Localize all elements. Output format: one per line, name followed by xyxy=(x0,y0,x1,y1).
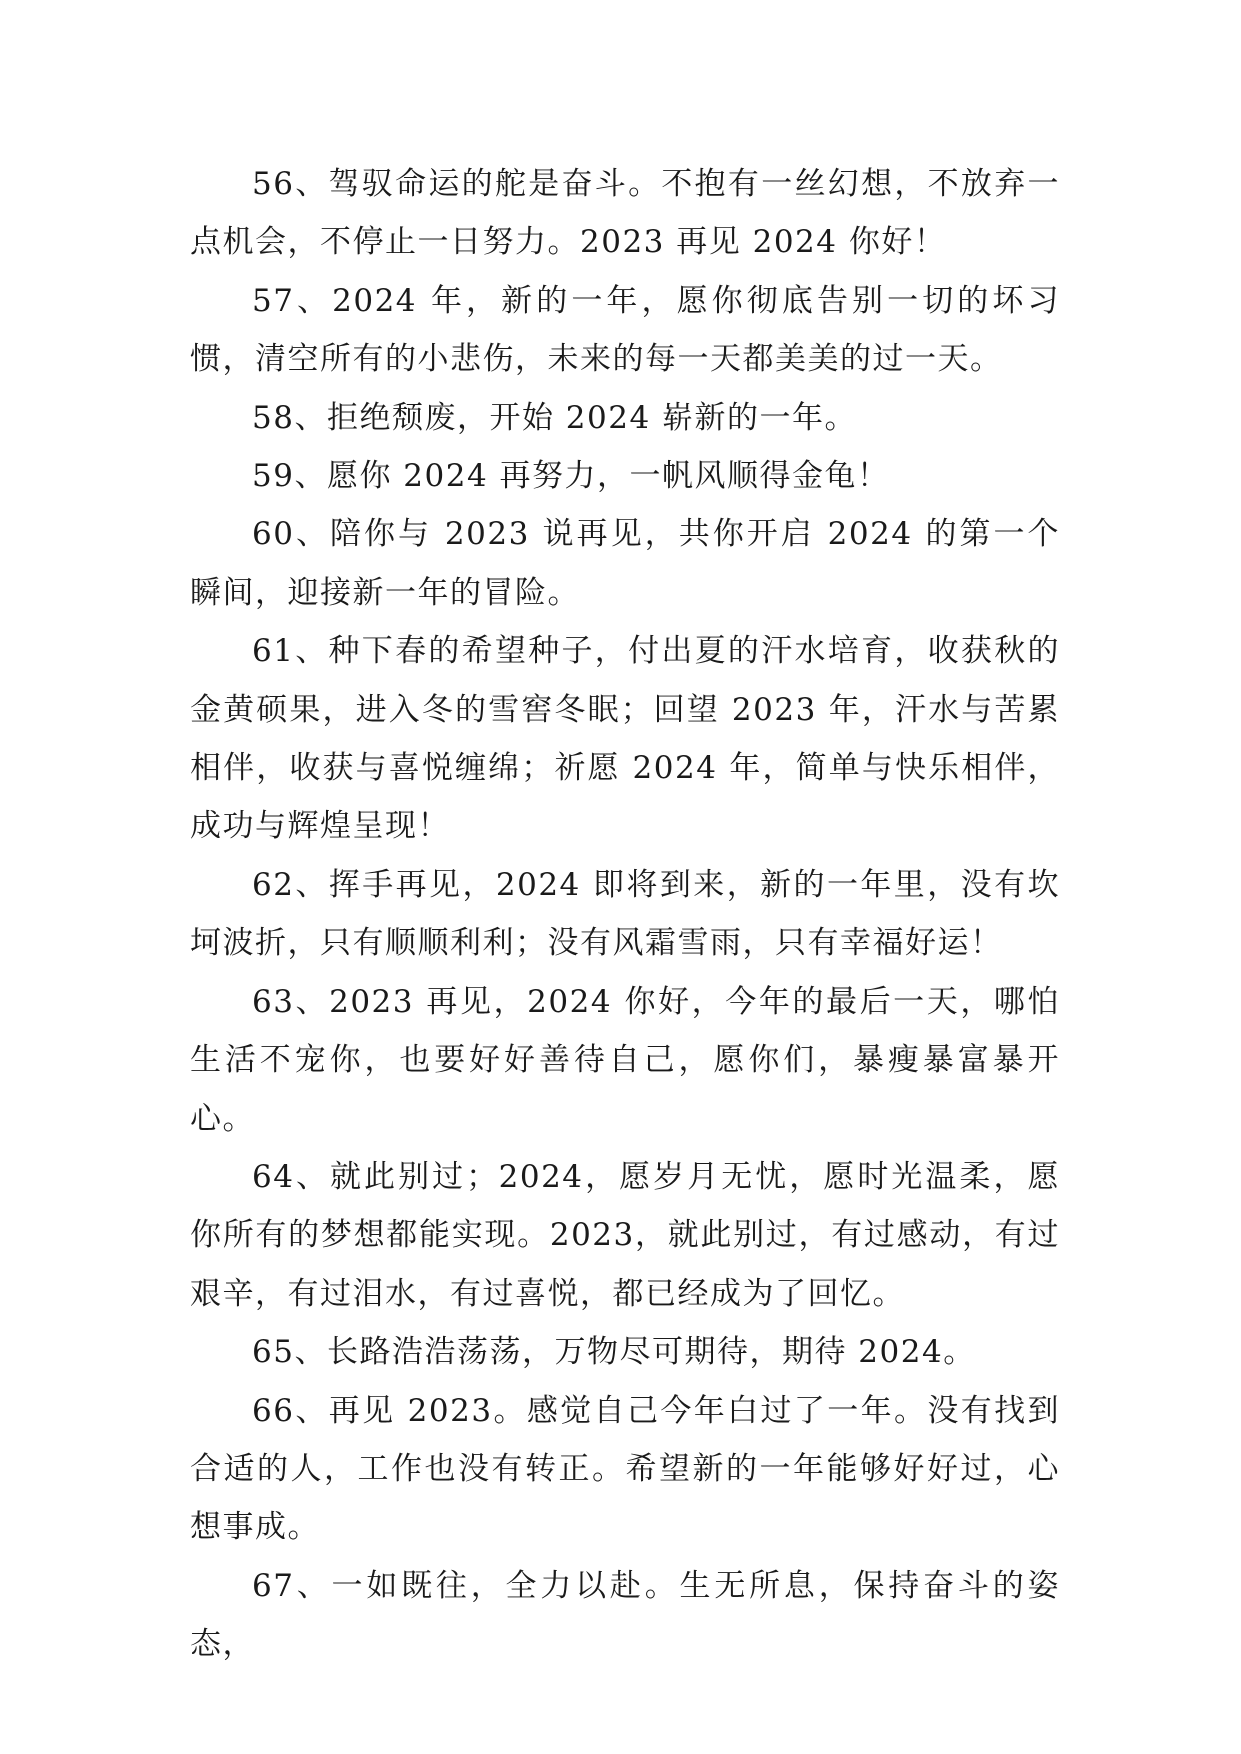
paragraph-58: 58、拒绝颓废，开始 2024 崭新的一年。 xyxy=(252,399,858,436)
paragraph-57: 57、2024 年，新的一年，愿你彻底告别一切的坏习惯，清空所有的小悲伤，未来的每一天都美美的过一天。 xyxy=(190,282,1060,378)
paragraph-65: 65、长路浩浩荡荡，万物尽可期待，期待 2024。 xyxy=(252,1334,976,1371)
paragraph-60: 60、陪你与 2023 说再见，共你开启 2024 的第一个瞬间，迎接新一年的冒险。 xyxy=(190,516,1060,611)
paragraph-64: 64、就此别过；2024，愿岁月无忧，愿时光温柔，愿你所有的梦想都能实现。2023，就此别过，有过感动，有过艰辛，有过泪水，有过喜悦，都已经成为了回忆。 xyxy=(190,1158,1060,1312)
paragraph-62: 62、挥手再见，2024 即将到来，新的一年里，没有坎坷波折，只有顺顺利利；没有风霜雪雨，只有幸福好运！ xyxy=(190,866,1060,962)
paragraph-61: 61、种下春的希望种子，付出夏的汗水培育，收获秋的金黄硕果，进入冬的雪窖冬眠；回望 2023 年，汗水与苦累相伴，收获与喜悦缠绵；祈愿 2024 年，简单与快乐相伴，成功与辉煌呈现！ xyxy=(190,633,1060,845)
paragraph-66: 66、再见 2023。感觉自己今年白过了一年。没有找到合适的人，工作也没有转正。希望新的一年能够好好过，心想事成。 xyxy=(190,1392,1060,1546)
paragraph-63: 63、2023 再见，2024 你好，今年的最后一天，哪怕生活不宠你，也要好好善待自己，愿你们，暴瘦暴富暴开心。 xyxy=(190,983,1060,1137)
paragraph-59: 59、愿你 2024 再努力，一帆风顺得金龟！ xyxy=(252,458,890,495)
paragraph-67: 67、一如既往，全力以赴。生无所息，保持奋斗的姿态， xyxy=(190,1567,1060,1663)
paragraph-56: 56、驾驭命运的舵是奋斗。不抱有一丝幻想，不放弃一点机会，不停止一日努力。2023 再见 2024 你好！ xyxy=(190,166,1060,261)
document-body xyxy=(190,155,1060,1674)
